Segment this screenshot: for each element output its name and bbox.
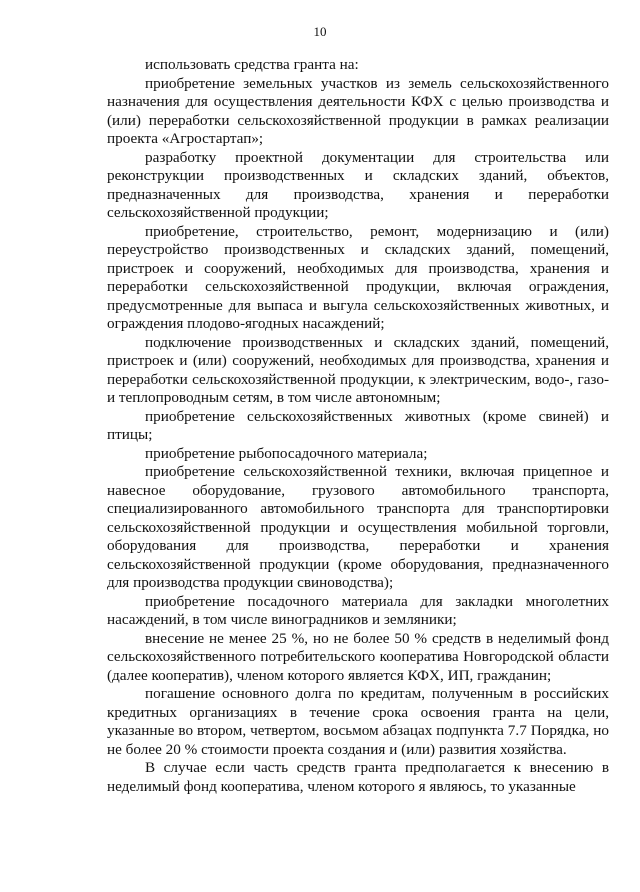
paragraph-cooperative-case: В случае если часть средств гранта предполагается к внесению в неделимый фонд кооператива, членом которого я являюсь, то указанные <box>107 759 609 795</box>
paragraph-loan-repayment: погашение основного долга по кредитам, полученным в российских кредитных организациях в течение срока освоения гранта на цели, указанные во втором, четвертом, восьмом абзацах подпункта 7.7 Порядка, но не более 20 % стоимости проекта создания и (или) развития хозяйства. <box>107 685 609 758</box>
paragraph-intro: использовать средства гранта на: <box>145 56 359 73</box>
paragraph-construction: приобретение, строительство, ремонт, модернизацию и (или) переустройство производственных и складских зданий, помещений, пристроек и сооружений, необходимых для производства, хранения и переработки сельскохозяйственной продукции, включая ограждения, предусмотренные для выпаса и выгула сельскохозяйственных животных, и ограждения плодово-ягодных насаждений; <box>107 222 609 332</box>
paragraph-project-docs: разработку проектной документации для строительства или реконструкции производственных и складских зданий, объектов, предназначенных для производства, хранения и переработки сельскохозяйственной продукции; <box>107 148 609 221</box>
page-number: 10 <box>313 24 327 39</box>
paragraph-land-purchase: приобретение земельных участков из земель сельскохозяйственного назначения для осуществления деятельности КФХ с целью производства и (или) переработки сельскохозяйственной продукции в рамках реализации проекта «Агростартап»; <box>107 74 609 147</box>
paragraph-livestock: приобретение сельскохозяйственных животных (кроме свиней) и птицы; <box>107 407 609 443</box>
paragraph-planting: приобретение посадочного материала для закладки многолетних насаждений, в том числе виноградников и земляники; <box>107 592 609 628</box>
paragraph-machinery: приобретение сельскохозяйственной техники, включая прицепное и навесное оборудование, грузового автомобильного транспорта, специализированного автомобильного транспорта для транспортировки сельскохозяйственной продукции и осуществления мобильной торговли, оборудования для производства, переработки и хранения сельскохозяйственной продукции (кроме оборудования, предназначенного для производства продукции свиноводства); <box>107 463 609 591</box>
paragraph-fish-stock: приобретение рыбопосадочного материала; <box>145 444 428 462</box>
document-body <box>107 56 609 796</box>
paragraph-utilities: подключение производственных и складских зданий, помещений, пристроек и (или) сооружений, необходимых для производства, хранения и переработки сельскохозяйственной продукции, к электрическим, водо-, газо- и теплопроводным сетям, в том числе автономным; <box>107 333 609 406</box>
paragraph-cooperative-fund: внесение не менее 25 %, но не более 50 % средств в неделимый фонд сельскохозяйственного потребительского кооператива Новгородской области (далее кооператив), членом которого является КФХ, ИП, гражданин; <box>107 629 609 684</box>
